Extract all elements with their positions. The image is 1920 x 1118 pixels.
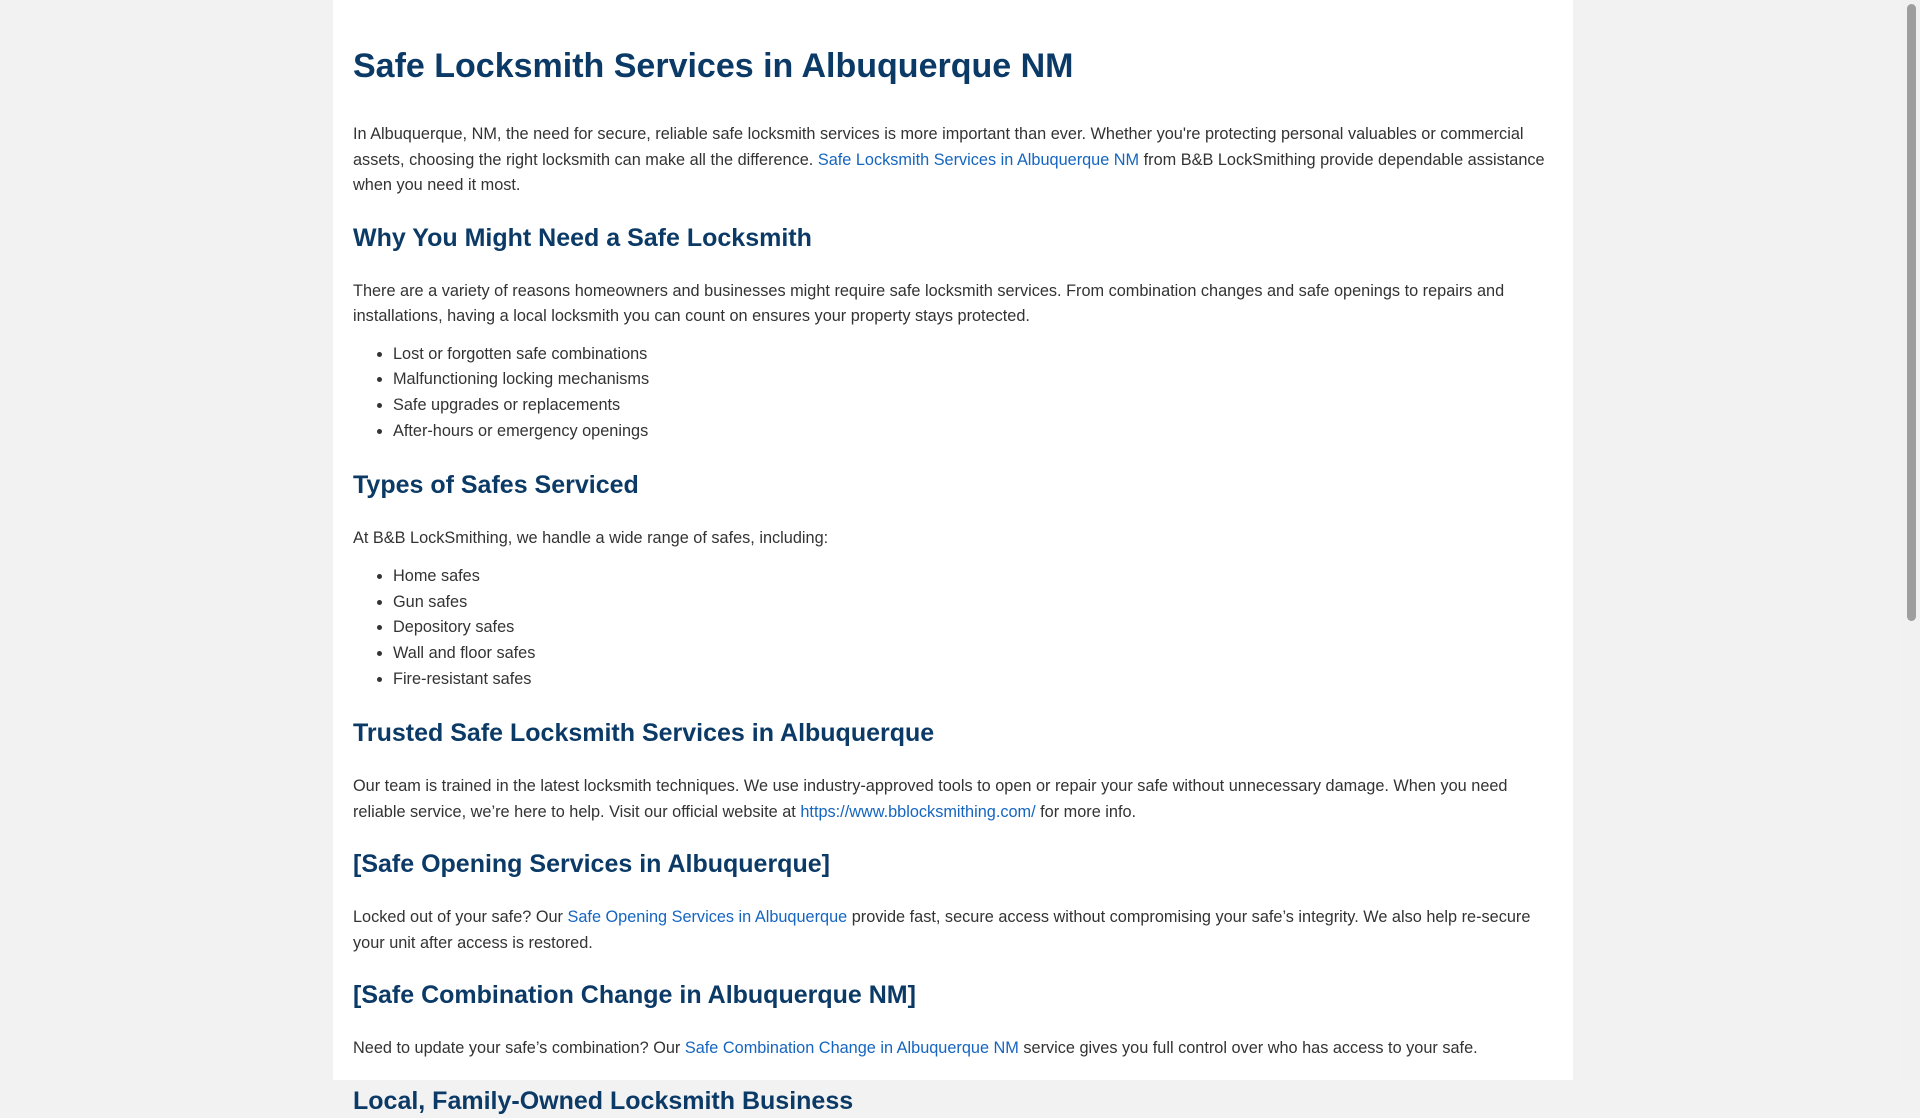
scrollbar-thumb[interactable]: [1907, 4, 1916, 621]
trusted-text-end: for more info.: [1035, 802, 1137, 821]
website-link[interactable]: https://www.bblocksmithing.com/: [800, 802, 1036, 821]
opening-text: Locked out of your safe? Our: [353, 908, 568, 927]
opening-paragraph: [353, 905, 1553, 956]
trusted-paragraph: [353, 774, 1553, 825]
safe-opening-services-link[interactable]: Safe Opening Services in Albuquerque: [567, 908, 848, 927]
heading-why: Why You Might Need a Safe Locksmith: [353, 223, 812, 252]
page-title: Safe Locksmith Services in Albuquerque NM: [353, 47, 1074, 85]
opening-text-end: provide fast, secure access without compromising your safe’s integrity. We also help re-secure your unit after access is restored.: [353, 908, 1531, 952]
list-item: • Malfunctioning locking mechanisms: [393, 367, 1553, 393]
list-item: • Home safes: [393, 564, 1553, 590]
list-item: • Fire-resistant safes: [393, 667, 1553, 693]
list-item: • Depository safes: [393, 615, 1553, 641]
list-item: • After-hours or emergency openings: [393, 419, 1553, 445]
heading-types: Types of Safes Serviced: [353, 471, 639, 500]
safe-types-list: [353, 564, 1553, 693]
heading-local: Local, Family-Owned Locksmith Business: [353, 1086, 854, 1115]
intro-text: In Albuquerque, NM, the need for secure, reliable safe locksmith services is more important than ever. Whether you're protecting personal valuables or commercial assets, choosing the right locksmith can make all the difference.: [353, 125, 1524, 169]
vertical-scrollbar[interactable]: [1903, 0, 1920, 1080]
heading-combination: [Safe Combination Change in Albuquerque NM]: [353, 981, 916, 1010]
intro-paragraph: [353, 122, 1553, 199]
why-paragraph: There are a variety of reasons homeowners and businesses might require safe locksmith services. From combination changes and safe openings to repairs and installations, having a local locksmith you can count on ensures your property stays protected.: [353, 281, 1505, 325]
list-item: • Safe upgrades or replacements: [393, 393, 1553, 419]
reasons-list: [353, 342, 1553, 445]
combination-text: Need to update your safe’s combination? Our: [353, 1039, 685, 1058]
safe-locksmith-services-link[interactable]: Safe Locksmith Services in Albuquerque NM: [817, 150, 1140, 169]
list-item: • Wall and floor safes: [393, 641, 1553, 667]
heading-trusted: Trusted Safe Locksmith Services in Albuquerque: [353, 719, 935, 748]
intro-text-end: from B&B LockSmithing provide dependable assistance when you need it most.: [353, 150, 1545, 194]
heading-opening: [Safe Opening Services in Albuquerque]: [353, 850, 830, 879]
list-item: • Lost or forgotten safe combinations: [393, 342, 1553, 368]
safe-combination-change-link[interactable]: Safe Combination Change in Albuquerque NM: [684, 1039, 1019, 1058]
types-paragraph: At B&B LockSmithing, we handle a wide range of safes, including:: [353, 529, 829, 548]
list-item: • Gun safes: [393, 590, 1553, 616]
article-content: [333, 0, 1573, 1118]
combination-paragraph: [353, 1036, 1553, 1062]
trusted-text: Our team is trained in the latest locksmith techniques. We use industry-approved tools to open or repair your safe without unnecessary damage. When you need reliable service, we’re here to help. Visit our official website at: [353, 777, 1508, 821]
combination-text-end: service gives you full control over who has access to your safe.: [1018, 1039, 1478, 1058]
article-page: [333, 0, 1573, 1115]
